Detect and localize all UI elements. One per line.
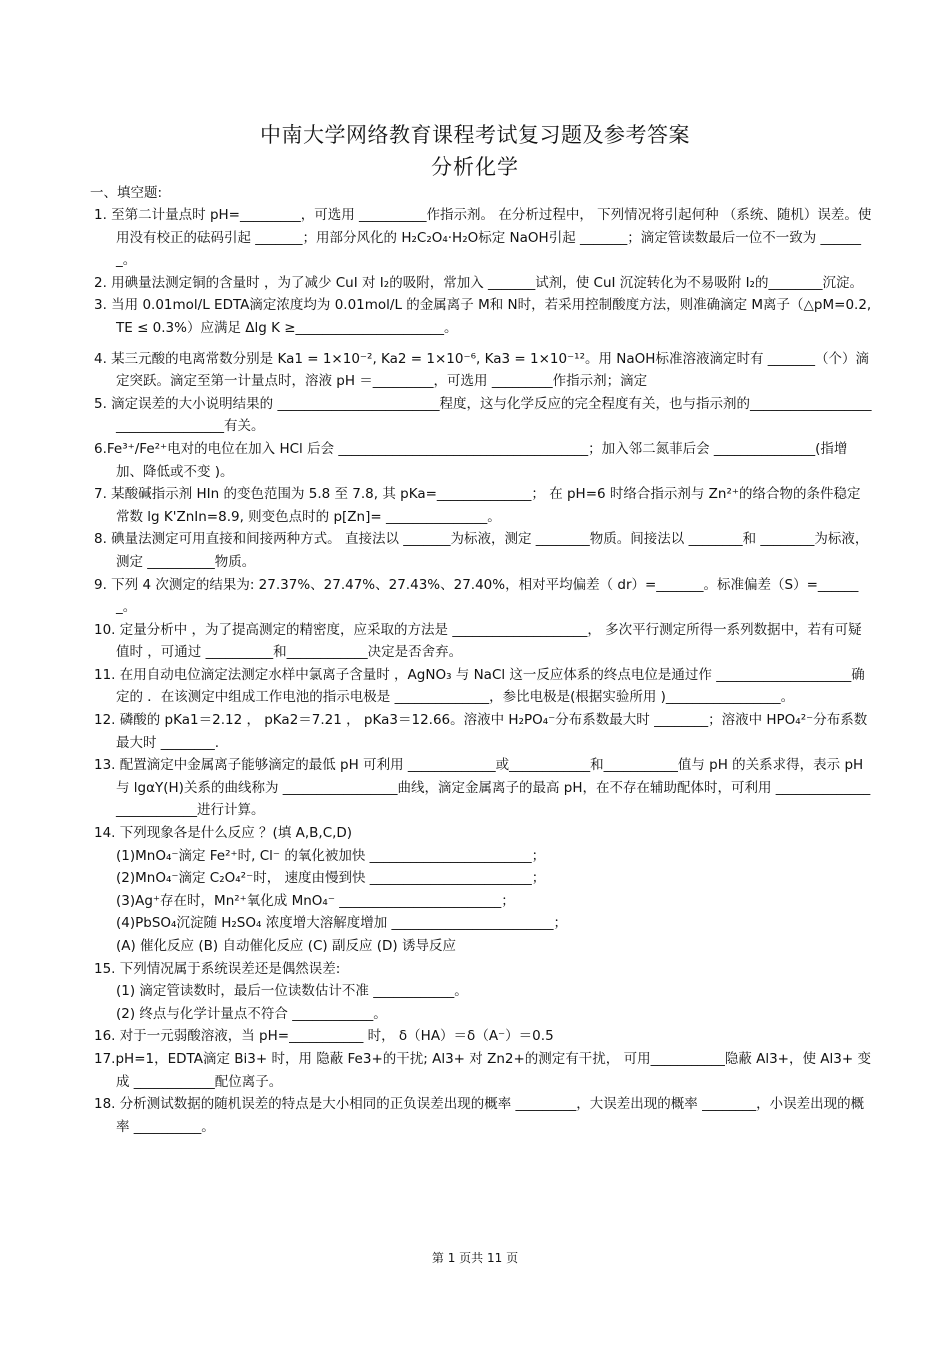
question-2: 2. 用碘量法测定铜的含量时 ，为了减少 CuI 对 I₂的吸附，常加入 _______试剂，使 CuI 沉淀转化为不易吸附 I₂的________沉淀。 [94,274,863,291]
question-15-item-2: (2) 终点与化学计量点不符合 ____________。 [116,1005,387,1022]
document-subtitle: 分析化学 [431,155,519,179]
question-16: 16. 对于一元弱酸溶液，当 pH=___________ 时， δ（HA）＝δ（A⁻）＝0.5 [94,1028,554,1045]
question-14-options: (A) 催化反应 (B) 自动催化反应 (C) 副反应 (D) 诱导反应 [116,938,456,954]
question-18: 18. 分析测试数据的随机误差的特点是大小相同的正负误差出现的概率 _________，大误差出现的概率 ________，小误差出现的概率 __________。 [94,1096,865,1135]
document-title: 中南大学网络教育课程考试复习题及参考答案 [260,123,690,147]
question-14-item-1: (1)MnO₄⁻滴定 Fe²⁺时, Cl⁻ 的氧化被加快 ________________________； [116,847,546,864]
question-8: 8. 碘量法测定可用直接和间接两种方式。 直接法以 _______为标液，测定 ________物质。间接法以 ________和 ________为标液，测定 __________物质。 [94,531,869,570]
question-13: 13. 配置滴定中金属离子能够滴定的最低 pH 可利用 _____________或____________和___________值与 pH 的关系求得，表示 pH 与 lgαY(H)关系的曲线称为 _________________曲线，滴定金属离子的最高 pH，在不存在辅助配体时，可利用 __________________________进行计算。 [94,757,871,819]
question-4: 4. 某三元酸的电离常数分别是 Ka1 = 1×10⁻², Ka2 = 1×10⁻⁶, Ka3 = 1×10⁻¹²。用 NaOH标准溶液滴定时有 _______（个）滴定突跃。滴定至第一计量点时，溶液 pH ＝_________，可选用 _________作指示剂；滴定 [94,350,869,390]
question-1: 1. 至第二计量点时 pH=_________，可选用 __________作指示剂。 在分析过程中， 下列情况将引起何种 （系统、随机）误差。使用没有校正的砝码引起 _______；用部分风化的 H₂C₂O₄·H₂O标定 NaOH引起 _______；滴定管读数最后一位不一致为 _______。 [94,207,872,269]
question-14-item-3: (3)Ag⁺存在时，Mn²⁺氧化成 MnO₄⁻ ________________________； [116,892,515,909]
question-14-item-4: (4)PbSO₄沉淀随 H₂SO₄ 浓度增大溶解度增加 ________________________； [116,915,567,932]
question-5: 5. 滴定误差的大小说明结果的 ________________________程度，这与化学反应的完全程度有关，也与指示剂的__________________________________有关。 [94,395,872,435]
question-6: 6.Fe³⁺/Fe²⁺电对的电位在加入 HCl 后会 _____________________________________；加入邻二氮菲后会 _______________(指增加、降低或不变 )。 [94,440,848,480]
question-17: 17.pH=1，EDTA滴定 Bi3+ 时，用 隐蔽 Fe3+的干扰; Al3+ 对 Zn2+的测定有干扰， 可用___________隐蔽 Al3+，使 Al3+ 变成 ____________配位离子。 [94,1050,871,1090]
question-15-item-1: (1) 滴定管读数时，最后一位读数估计不准 ____________。 [116,983,468,1000]
question-11: 11. 在用自动电位滴定法测定水样中氯离子含量时 ，AgNO₃ 与 NaCl 这一反应体系的终点电位是通过作 ____________________确定的 ．在该测定中组成工作电池的指示电极是 ______________，参比电极是(根据实验所用 )_________________。 [94,666,865,706]
question-15: 15. 下列情况属于系统误差还是偶然误差: [94,960,341,977]
page-number: 第 1 页共 11 页 [431,1251,519,1265]
question-14-item-2: (2)MnO₄⁻滴定 C₂O₄²⁻时， 速度由慢到快 ________________________； [116,870,546,887]
question-3: 3. 当用 0.01mol/L EDTA滴定浓度均为 0.01mol/L 的金属离子 M和 N时，若采用控制酸度方法，则准确滴定 M离子（△pM=0.2, TE ≤ 0.3%）应满足 Δlg K ≥______________________。 [94,297,872,336]
question-12: 12. 磷酸的 pKa1＝2.12 ， pKa2＝7.21 ， pKa3＝12.66。溶液中 H₂PO₄⁻分布系数最大时 ________；溶液中 HPO₄²⁻分布系数最大时 ________. [94,712,868,751]
question-7: 7. 某酸碱指示剂 HIn 的变色范围为 5.8 至 7.8, 其 pKa=______________； 在 pH=6 时络合指示剂与 Zn²⁺的络合物的条件稳定常数 lg K'ZnIn=8.9, 则变色点时的 p[Zn]= _______________。 [94,486,861,525]
section-heading: 一、填空题: [90,185,163,201]
question-9: 9. 下列 4 次测定的结果为: 27.37%、27.47%、27.43%、27.40%，相对平均偏差（ dr）=_______。标准偏差（S）=_______。 [94,576,859,616]
question-10: 10. 定量分析中 ，为了提高测定的精密度，应采取的方法是 ____________________， 多次平行测定所得一系列数据中，若有可疑值时 ，可通过 __________和____________决定是否舍弃。 [94,621,862,661]
question-list [94,204,874,1138]
question-14: 14. 下列现象各是什么反应 ？(填 A,B,C,D) [94,825,353,842]
